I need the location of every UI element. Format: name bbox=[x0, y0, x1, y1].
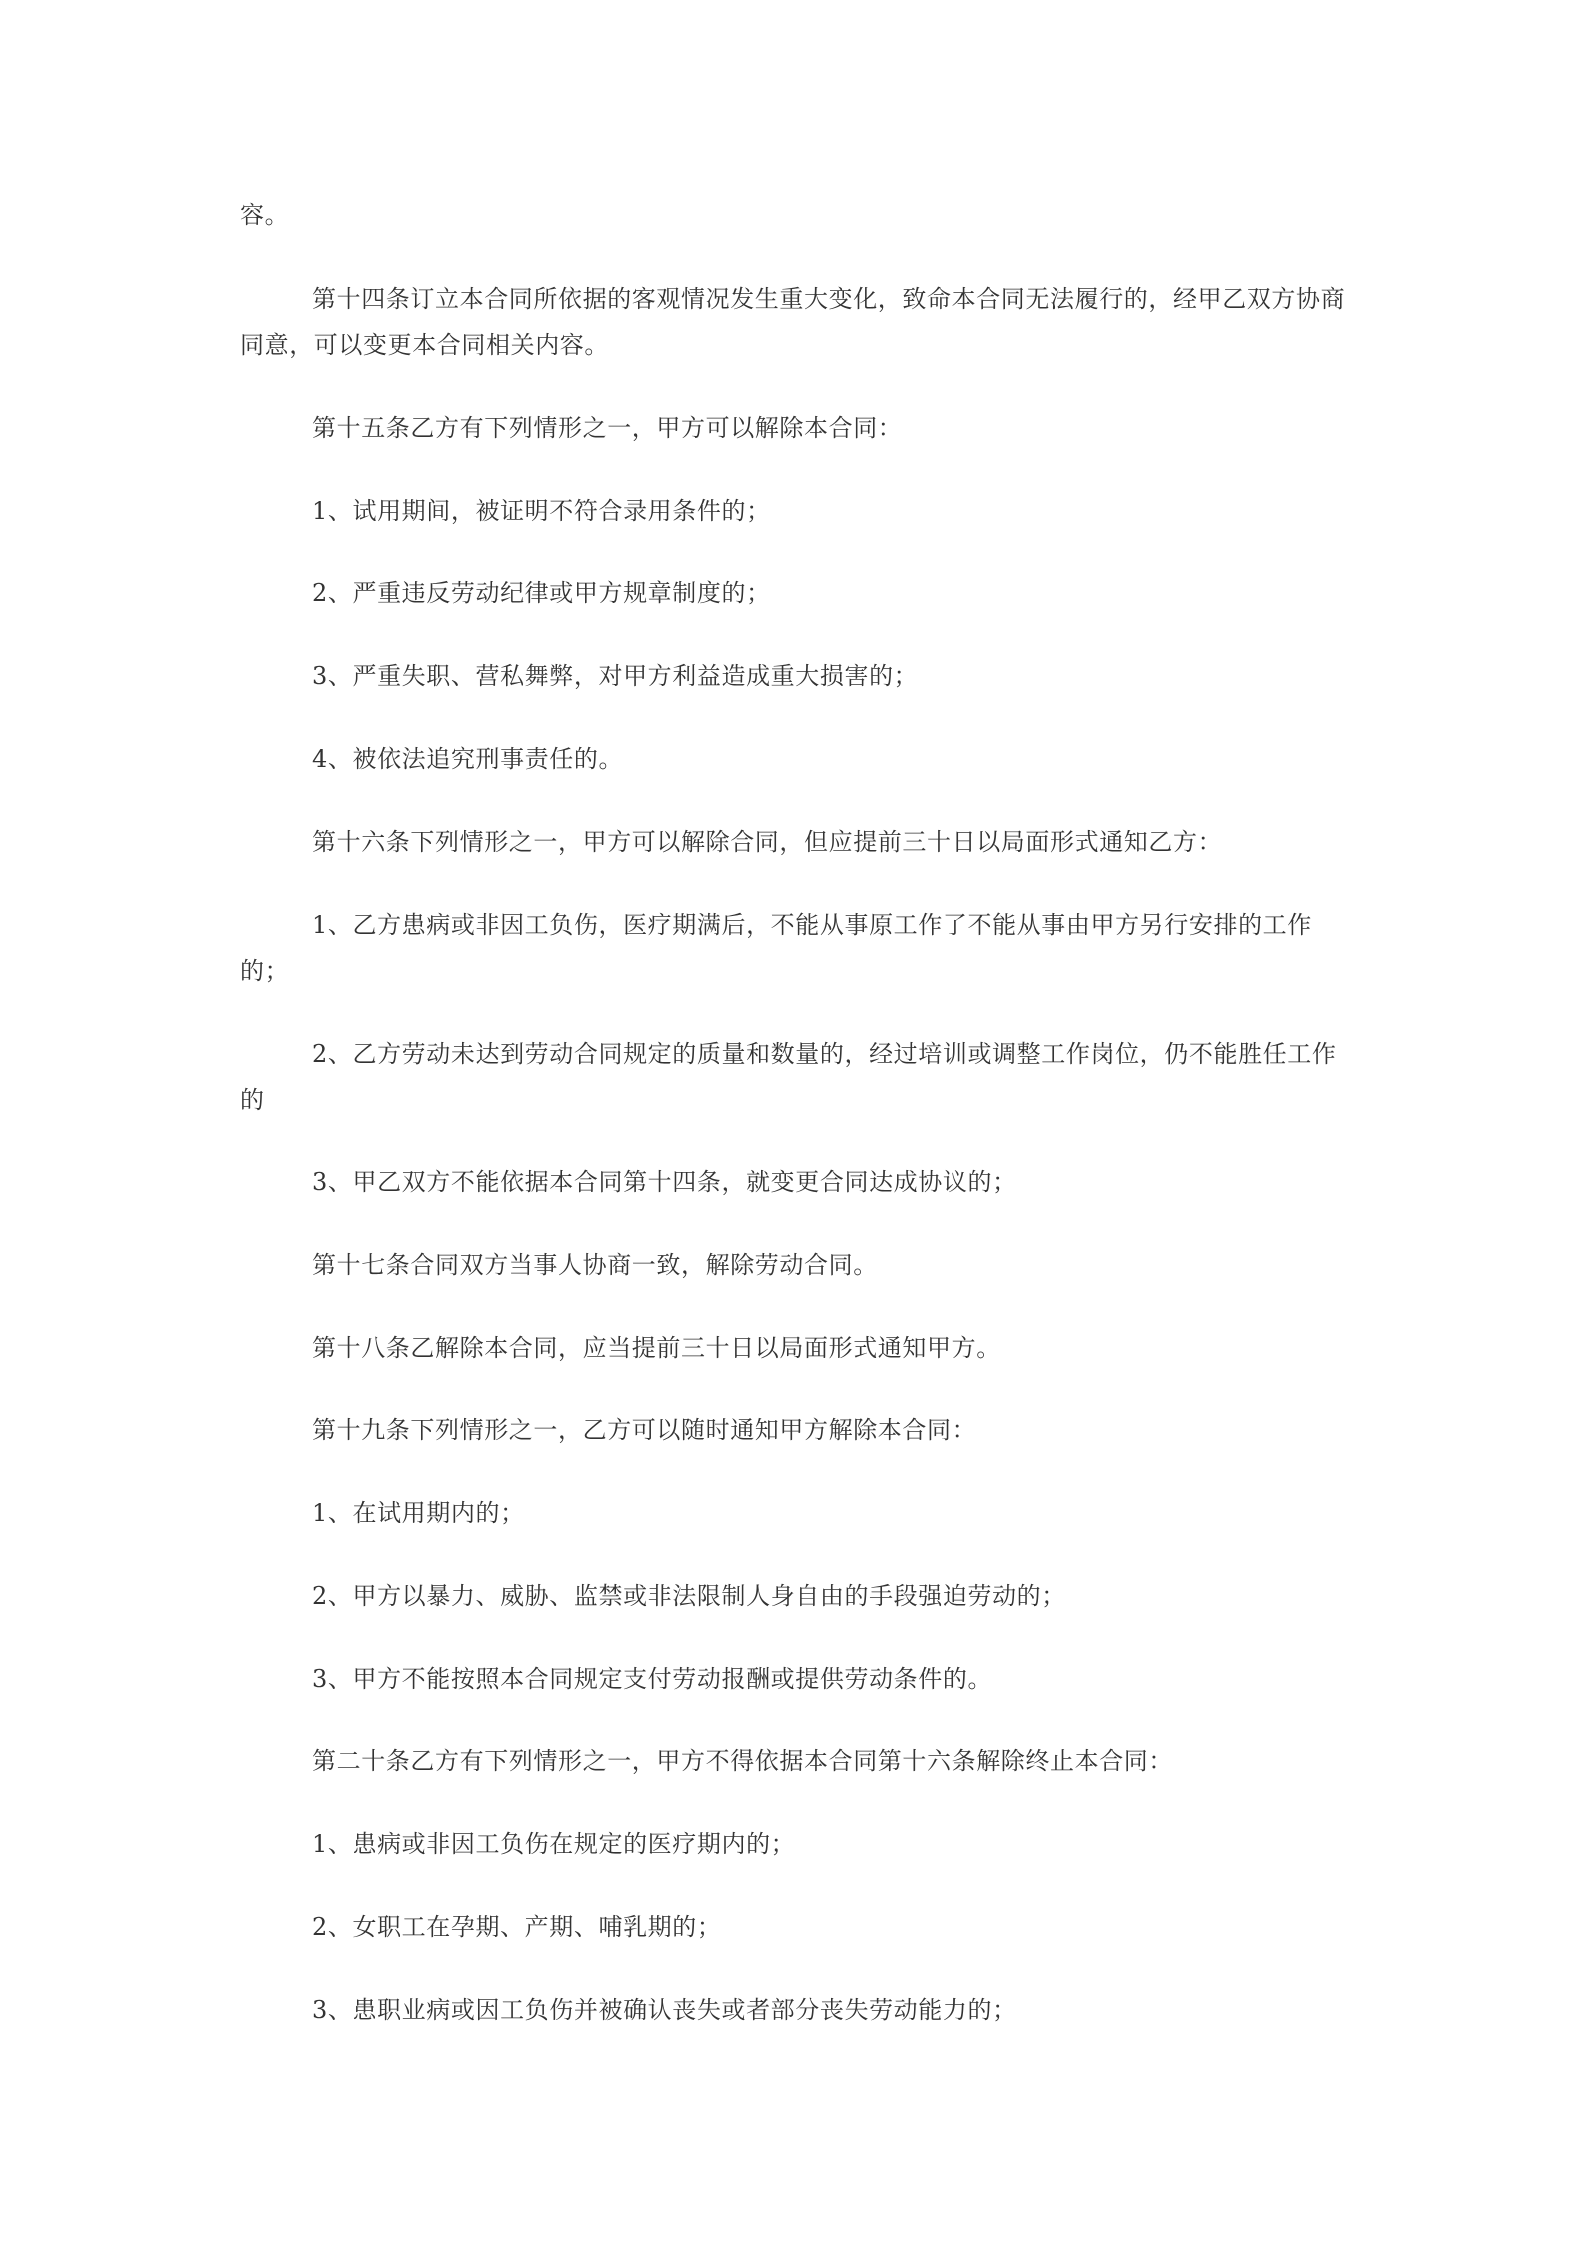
article-16-item-2: 2、乙方劳动未达到劳动合同规定的质量和数量的，经过培训或调整工作岗位，仍不能胜任工作的 bbox=[240, 1040, 1337, 1114]
paragraph-continuation: 容。 bbox=[240, 201, 290, 229]
article-16: 第十六条下列情形之一，甲方可以解除合同，但应提前三十日以局面形式通知乙方： bbox=[312, 828, 1223, 856]
article-15-item-2: 2、严重违反劳动纪律或甲方规章制度的； bbox=[312, 579, 771, 607]
article-19: 第十九条下列情形之一，乙方可以随时通知甲方解除本合同： bbox=[312, 1416, 977, 1444]
article-19-item-3: 3、甲方不能按照本合同规定支付劳动报酬或提供劳动条件的。 bbox=[312, 1665, 993, 1693]
article-19-item-2: 2、甲方以暴力、威胁、监禁或非法限制人身自由的手段强迫劳动的； bbox=[312, 1582, 1066, 1610]
article-17: 第十七条合同双方当事人协商一致，解除劳动合同。 bbox=[312, 1251, 878, 1279]
article-18: 第十八条乙解除本合同，应当提前三十日以局面形式通知甲方。 bbox=[312, 1334, 1001, 1362]
article-20-item-3: 3、患职业病或因工负伤并被确认丧失或者部分丧失劳动能力的； bbox=[312, 1996, 1017, 2024]
article-20-item-2: 2、女职工在孕期、产期、哺乳期的； bbox=[312, 1913, 722, 1941]
article-16-item-3: 3、甲乙双方不能依据本合同第十四条，就变更合同达成协议的； bbox=[312, 1168, 1017, 1196]
article-15-item-4: 4、被依法追究刑事责任的。 bbox=[312, 745, 624, 773]
article-20: 第二十条乙方有下列情形之一，甲方不得依据本合同第十六条解除终止本合同： bbox=[312, 1747, 1173, 1775]
article-14: 第十四条订立本合同所依据的客观情况发生重大变化，致命本合同无法履行的，经甲乙双方协商同意，可以变更本合同相关内容。 bbox=[240, 285, 1346, 359]
article-15: 第十五条乙方有下列情形之一，甲方可以解除本合同： bbox=[312, 414, 903, 442]
article-15-item-3: 3、严重失职、营私舞弊，对甲方利益造成重大损害的； bbox=[312, 662, 919, 690]
article-15-item-1: 1、试用期间，被证明不符合录用条件的； bbox=[312, 497, 771, 525]
article-20-item-1: 1、患病或非因工负伤在规定的医疗期内的； bbox=[312, 1830, 796, 1858]
article-19-item-1: 1、在试用期内的； bbox=[312, 1499, 525, 1527]
article-16-item-1: 1、乙方患病或非因工负伤，医疗期满后，不能从事原工作了不能从事由甲方另行安排的工作的； bbox=[240, 911, 1312, 985]
